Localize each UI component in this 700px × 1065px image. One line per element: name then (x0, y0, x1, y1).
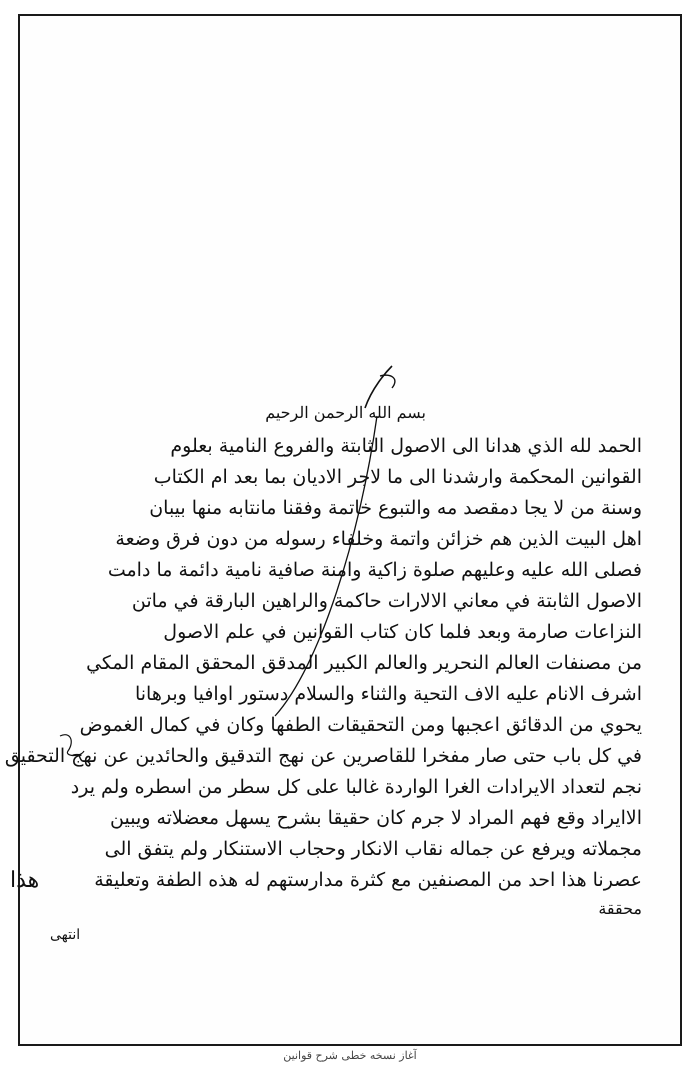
manuscript-line: في كل باب حتى صار مفخرا للقاصرين عن نهج التدقيق والحائدين عن نهج التحقيق (4, 745, 642, 767)
manuscript-line: اشرف الانام عليه الاف التحية والثناء والسلام دستور اوافيا وبرهانا (134, 683, 642, 705)
manuscript-line: القوانين المحكمة وارشدنا الى ما لاجر الاديان بما بعد ام الكتاب (153, 466, 642, 488)
margin-note: هذا (10, 868, 40, 893)
manuscript-line: الاايراد وقع فهم المراد لا جرم كان حقيقا بشرح يسهل معضلاته ويبين (110, 807, 642, 829)
page-caption: آغاز نسخه خطی شرح قوانین (283, 1049, 417, 1062)
manuscript-line: اهل البيت الذين هم خزائن واتمة وخلفاء رسوله من دون فرق وضعة (115, 528, 642, 550)
manuscript-line: النزاعات صارمة وبعد فلما كان كتاب القوانين في علم الاصول (163, 621, 642, 643)
manuscript-line: الحمد لله الذي هدانا الى الاصول الثابتة والفروع النامية بعلوم (170, 435, 642, 457)
manuscript-line: مجملاته ويرفع عن جماله نقاب الانكار وحجاب الاستنكار ولم يتفق الى (104, 838, 642, 860)
bottom-note: انتهى (50, 927, 81, 943)
basmala: بسم الله الرحمن الرحيم (265, 403, 426, 422)
manuscript-line-end: محققة (598, 899, 642, 918)
manuscript-line: فصلى الله عليه وعليهم صلوة زاكية وامنة صافية نامية دائمة ما دامت (107, 559, 642, 581)
manuscript-page (4, 14, 682, 1046)
manuscript-line: عصرنا هذا احد من المصنفين مع كثرة مدارستهم له هذه الطفة وتعليقة (94, 869, 642, 891)
manuscript-line: من مصنفات العالم النحرير والعالم الكبير المدقق المحقق المقام المكي (86, 652, 642, 674)
manuscript-line: الاصول الثابتة في معاني الالارات حاكمة والراهين البارقة في ماتن (131, 590, 642, 612)
manuscript-line: يحوي من الدقائق اعجبها ومن التحقيقات الطفها وكان في كمال الغموض (79, 714, 642, 736)
manuscript-line: نجم لتعداد الايرادات الغرا الواردة غالبا على كل سطر من اسطره ولم يرد (70, 776, 642, 798)
manuscript-line: وسنة من لا يجا دمقصد مه والتبوع خاتمة وفقنا مانتابه منها بيبان (149, 497, 642, 519)
